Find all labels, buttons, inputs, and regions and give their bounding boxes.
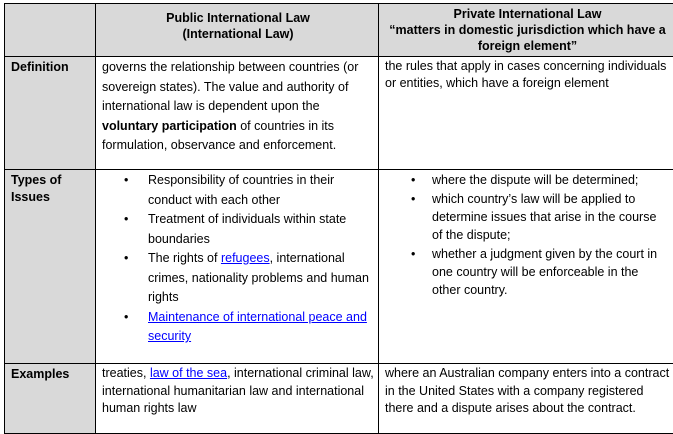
types-of-issues-row (5, 170, 673, 364)
public-issues-list (102, 170, 374, 347)
examples-row (5, 364, 673, 434)
bullet-icon: • (411, 171, 415, 189)
public-definition-cell (96, 57, 379, 170)
voluntary-participation-bold: voluntary participation (102, 119, 237, 133)
corner-cell (5, 4, 96, 57)
public-examples-text-end: , international criminal law, international humanitarian law and international human rights law (102, 366, 374, 415)
public-issue-text: Responsibility of countries in their conduct with each other (148, 173, 334, 207)
private-issues-list (385, 170, 670, 299)
list-item (385, 190, 670, 244)
public-definition-text-start: governs the relationship between countries (or sovereign states). The value and authority of international law is dependent upon the (102, 60, 358, 113)
table-header-row (5, 4, 673, 57)
private-examples-cell: where an Australian company enters into a contract in the United States with a company registered there and a dispute arises about the contract. (379, 364, 673, 434)
examples-label: Examples (5, 364, 96, 434)
bullet-icon: • (124, 171, 128, 191)
private-issue-text: where the dispute will be determined; (432, 173, 638, 187)
public-examples-text-start: treaties, (102, 366, 150, 380)
private-issues-cell (379, 170, 673, 364)
public-examples-cell (96, 364, 379, 434)
list-item (385, 245, 670, 299)
definition-row (5, 57, 673, 170)
list-item (102, 308, 374, 347)
bullet-icon: • (411, 190, 415, 208)
refugees-link[interactable]: refugees (221, 251, 270, 265)
public-definition-text-end: of countries in its formulation, observance and enforcement. (102, 119, 336, 153)
public-law-header (96, 4, 379, 57)
private-law-header-subtitle: “matters in domestic jurisdiction which have a foreign element” (389, 23, 665, 53)
private-definition-cell: the rules that apply in cases concerning individuals or entities, which have a foreign element (379, 57, 673, 170)
list-item (385, 171, 670, 189)
bullet-icon: • (124, 308, 128, 328)
bullet-icon: • (124, 210, 128, 230)
definition-label: Definition (5, 57, 96, 170)
comparison-table (4, 3, 673, 434)
list-item (102, 210, 374, 249)
peace-security-link[interactable]: Maintenance of international peace and security (148, 310, 367, 344)
law-of-the-sea-link[interactable]: law of the sea (150, 366, 227, 380)
private-issue-text: whether a judgment given by the court in one country will be enforceable in the other country. (432, 247, 657, 297)
public-issue-text-start: The rights of (148, 251, 221, 265)
public-issue-text: Treatment of individuals within state boundaries (148, 212, 346, 246)
list-item (102, 249, 374, 308)
private-issue-text: which country’s law will be applied to determine issues that arise in the course of the dispute; (432, 192, 656, 242)
types-of-issues-label: Types of Issues (5, 170, 96, 364)
public-issue-text-end: , international crimes, nationality problems and human rights (148, 251, 369, 304)
private-law-header-title: Private International Law (454, 7, 602, 21)
bullet-icon: • (411, 245, 415, 263)
public-law-header-title: Public International Law (166, 11, 310, 25)
private-law-header (379, 4, 673, 57)
public-issues-cell (96, 170, 379, 364)
list-item (102, 171, 374, 210)
bullet-icon: • (124, 249, 128, 269)
public-law-header-subtitle: (International Law) (182, 27, 293, 41)
